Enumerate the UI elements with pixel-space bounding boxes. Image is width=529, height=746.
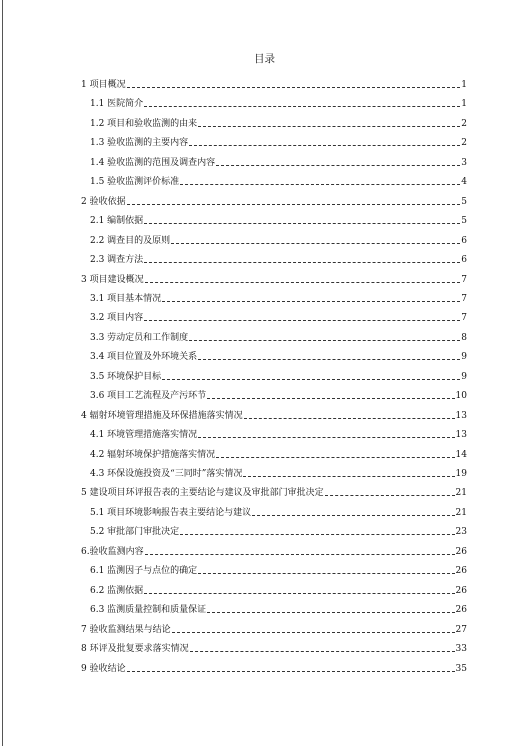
toc-page-number: 26 (455, 585, 467, 596)
toc-entry[interactable] (90, 94, 467, 110)
toc-page-number: 9 (461, 352, 467, 363)
toc-leader-dashes (145, 554, 455, 555)
toc-entry[interactable] (81, 542, 467, 558)
toc-entry-text: 1 项目概况 (81, 80, 126, 90)
toc-page-number: 1 (461, 80, 467, 90)
toc-leader-dashes (198, 437, 454, 438)
toc-leader-dashes (144, 223, 460, 224)
toc-entry-text: 1.5 验收监测评价标准 (90, 177, 180, 188)
toc-entry[interactable] (90, 464, 467, 480)
toc-page-number: 3 (461, 157, 467, 168)
toc-entry[interactable] (90, 425, 467, 441)
toc-leader-dashes (180, 184, 460, 185)
toc-entry[interactable] (90, 250, 467, 266)
toc-entry-text: 1.2 项目和验收监测的由来 (90, 118, 198, 129)
toc-entry[interactable] (81, 620, 467, 636)
toc-page-number: 13 (455, 410, 467, 421)
toc-leader-dashes (180, 534, 454, 535)
toc-entry-text: 6.验收监测内容 (81, 546, 144, 557)
toc-page-number: 7 (461, 293, 467, 304)
toc-page-number: 35 (455, 663, 467, 674)
toc-entry[interactable] (81, 270, 467, 286)
toc-entry[interactable] (90, 328, 467, 344)
toc-page-number: 10 (455, 391, 467, 402)
toc-entry[interactable] (90, 133, 467, 149)
toc-entry-text: 3 项目建设概况 (81, 274, 144, 285)
toc-page-number: 8 (461, 332, 467, 343)
toc-entry[interactable] (81, 406, 467, 422)
toc-leader-dashes (198, 359, 460, 360)
toc-page-number: 5 (461, 216, 467, 227)
toc-entry[interactable] (90, 386, 467, 402)
toc-entry[interactable] (81, 75, 467, 91)
toc-entry[interactable] (90, 114, 467, 130)
toc-leader-dashes (127, 87, 461, 88)
toc-entry-text: 5.1 项目环境影响报告表主要结论与建议 (90, 507, 252, 518)
toc-leader-dashes (172, 632, 455, 633)
toc-entry[interactable] (81, 639, 467, 655)
toc-leader-dashes (198, 126, 460, 127)
toc-page-number: 26 (455, 546, 467, 557)
toc-leader-dashes (145, 282, 461, 283)
toc-leader-dashes (216, 165, 460, 166)
toc-page-number: 5 (461, 196, 467, 207)
toc-entry[interactable] (90, 308, 467, 324)
toc-page-number: 1 (461, 99, 467, 110)
toc-leader-dashes (207, 612, 454, 613)
toc-entry[interactable] (81, 659, 467, 675)
toc-page-number: 7 (461, 313, 467, 324)
toc-entry-text: 5.2 审批部门审批决定 (90, 527, 180, 538)
toc-entry[interactable] (90, 172, 467, 188)
toc-page-number: 2 (461, 138, 467, 149)
toc-entry-text: 4.2 辐射环境保护措施落实情况 (90, 449, 216, 460)
toc-leader-dashes (171, 243, 460, 244)
toc-entry-text: 7 验收监测结果与结论 (81, 624, 171, 635)
toc-page-number: 19 (455, 469, 467, 479)
toc-page-number: 21 (455, 507, 467, 518)
toc-entry[interactable] (90, 347, 467, 363)
toc-entry-text: 3.5 环境保护目标 (90, 371, 162, 382)
toc-entry-text: 9 验收结论 (81, 663, 126, 674)
toc-entry[interactable] (90, 503, 467, 519)
page-edge-line (2, 0, 3, 746)
toc-entry[interactable] (81, 192, 467, 208)
toc-leader-dashes (216, 457, 454, 458)
toc-entry[interactable] (81, 483, 467, 499)
toc-entry[interactable] (90, 600, 467, 616)
toc-leader-dashes (162, 301, 460, 302)
toc-leader-dashes (189, 145, 460, 146)
toc-page-number: 26 (455, 605, 467, 616)
toc-entry-text: 2 验收依据 (81, 196, 126, 207)
toc-entry-text: 1.4 验收监测的范围及调查内容 (90, 157, 216, 168)
toc-page-number: 6 (461, 235, 467, 246)
toc-page-number: 27 (455, 624, 467, 635)
toc-leader-dashes (198, 573, 454, 574)
toc-entry[interactable] (90, 211, 467, 227)
toc-leader-dashes (244, 418, 455, 419)
toc-entry[interactable] (90, 367, 467, 383)
toc-entry[interactable] (90, 289, 467, 305)
toc-entry-text: 3.6 项目工艺流程及产污环节 (90, 391, 207, 402)
toc-entry[interactable] (90, 522, 467, 538)
toc-leader-dashes (127, 204, 461, 205)
toc-entry-text: 3.2 项目内容 (90, 313, 144, 324)
toc-entry-text: 2.1 编制依据 (90, 216, 144, 227)
toc-leader-dashes (162, 379, 460, 380)
toc-page-number: 26 (455, 566, 467, 577)
toc-page-number: 23 (455, 527, 467, 538)
toc-page-number: 7 (461, 274, 467, 285)
toc-leader-dashes (189, 340, 460, 341)
toc-entry-text: 3.3 劳动定员和工作制度 (90, 332, 189, 343)
toc-page-number: 4 (461, 177, 467, 188)
toc-entry-text: 2.2 调查目的及原则 (90, 235, 171, 246)
toc-leader-dashes (252, 515, 454, 516)
toc-entry[interactable] (90, 153, 467, 169)
toc-entry-text: 3.4 项目位置及外环境关系 (90, 352, 198, 363)
toc-page-number: 2 (461, 118, 467, 129)
toc-entry[interactable] (90, 581, 467, 597)
toc-page-number: 33 (455, 644, 467, 655)
toc-entry-text: 4.1 环境管理措施落实情况 (90, 430, 198, 441)
toc-leader-dashes (127, 671, 455, 672)
toc-leader-dashes (325, 495, 455, 496)
toc-entry[interactable] (90, 445, 467, 461)
toc-entry-text: 6.1 监测因子与点位的确定 (90, 566, 198, 577)
toc-title: 目录 (254, 53, 275, 65)
toc-leader-dashes (207, 398, 454, 399)
toc-leader-dashes (144, 593, 454, 594)
toc-entry-text: 1.1 医院简介 (90, 99, 144, 110)
toc-entry-text: 5 建设项目环评报告表的主要结论与建议及审批部门审批决定 (81, 488, 324, 499)
toc-leader-dashes (190, 651, 455, 652)
toc-entry-text: 6.3 监测质量控制和质量保证 (90, 605, 207, 616)
toc-entry[interactable] (90, 231, 467, 247)
toc-leader-dashes (144, 320, 460, 321)
toc-page-number: 21 (455, 488, 467, 499)
toc-leader-dashes (144, 106, 460, 107)
toc-entry-text: 1.3 验收监测的主要内容 (90, 138, 189, 149)
toc-entry-text: 4.3 环保设施投资及“三同时”落实情况 (90, 469, 243, 479)
toc-entry-text: 2.3 调查方法 (90, 255, 144, 266)
toc-page-number: 14 (455, 449, 467, 460)
toc-page-number: 9 (461, 371, 467, 382)
toc-page-number: 6 (461, 255, 467, 266)
toc-page-number: 13 (455, 430, 467, 441)
toc-entry-text: 8 环评及批复要求落实情况 (81, 644, 189, 655)
toc-leader-dashes (243, 476, 454, 477)
toc-entry-text: 4 辐射环境管理措施及环保措施落实情况 (81, 410, 243, 421)
toc-entry-text: 6.2 监测依据 (90, 585, 144, 596)
toc-entry-text: 3.1 项目基本情况 (90, 293, 162, 304)
toc-leader-dashes (144, 262, 460, 263)
toc-entry[interactable] (90, 561, 467, 577)
